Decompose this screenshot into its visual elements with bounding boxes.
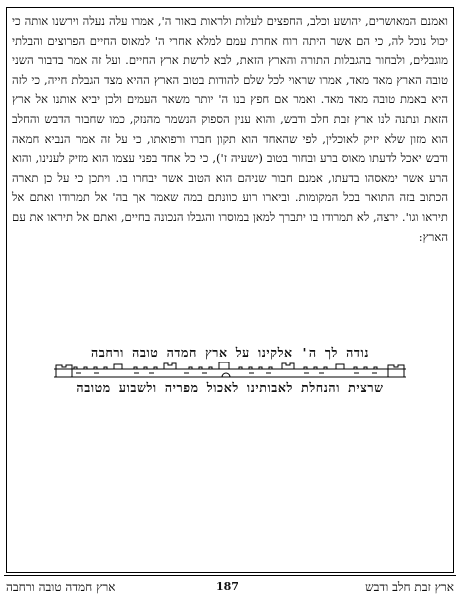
verse-block bbox=[0, 345, 460, 396]
page-footer bbox=[4, 575, 456, 597]
verse-bottom-line: שרצית והנחלת לאבותינו לאכול מפריה ולשבוע מטובה bbox=[76, 380, 384, 395]
footer-right-title: ארץ זבת חלב ודבש bbox=[365, 580, 454, 594]
page-number: 187 bbox=[216, 580, 239, 593]
body-text: ואמנם המאושרים, יהושע וכלב, החפצים לעלות ולראות באור ה', אמרו עלה נעלה וירשנו אותה כי יכול נוכל לה, כי הם אשר היתה רוח אחרת עמם למלא אחרי ה' למאוס החיים הפרוצים והבלתי מוגבלים, ולבחור בהגבלות התורה והארץ הזאת, לבא לרשת ארץ החיים. ועל זה אמר בדבור השני טובה הארץ מאד מאד, אמרו שראוי לכל שלם להודות בטוב הארץ ההיא מצד הגבלת חייה, כי לזה היא באמת טובה מאד מאד. ואמר אם חפץ בנו ה' יותר משאר העמים ולכן יביא אותנו אל ארץ הזאת ונתנה לנו ארץ זבת חלב ודבש, והוא ענין הספוק הנשמר מהנזק, כמו שחבור הדבש והחלב הוא מזון שלא יזיק לאוכלין, לפי שהאחד הוא תקון חברו ורפואתו, כי על זה אמר הנביא חמאה ודבש יאכל לדעתו מאוס ברע ובחור בטוב (ישעיה ז'), כי כל אחד בפני עצמו הוא מזיק לענינו, והוא הרע אשר ימאסהו בדעתו, אמנם חבור שניהם הוא הטוב אשר יבחרו בו. ויתכן כי על כן תארה הכתוב בזה התואר בכל המקומות. וביארו רוע כוונתם במה שאמר אך בה' אל תמרודו ואתם אל תיראו וגו'. ירצה, לא תמרודו בו יתברך למאן במוסרו והגבלו הנכונה בחיים, ואתם אל תיראו את עם הארץ: bbox=[12, 14, 448, 244]
jerusalem-wall-ornament bbox=[54, 362, 406, 378]
footer-left-title: ארץ חמדה טובה ורחבה bbox=[6, 580, 116, 594]
verse-top-line: נודה לך ה' אלקינו על ארץ חמדה טובה ורחבה bbox=[91, 345, 369, 360]
